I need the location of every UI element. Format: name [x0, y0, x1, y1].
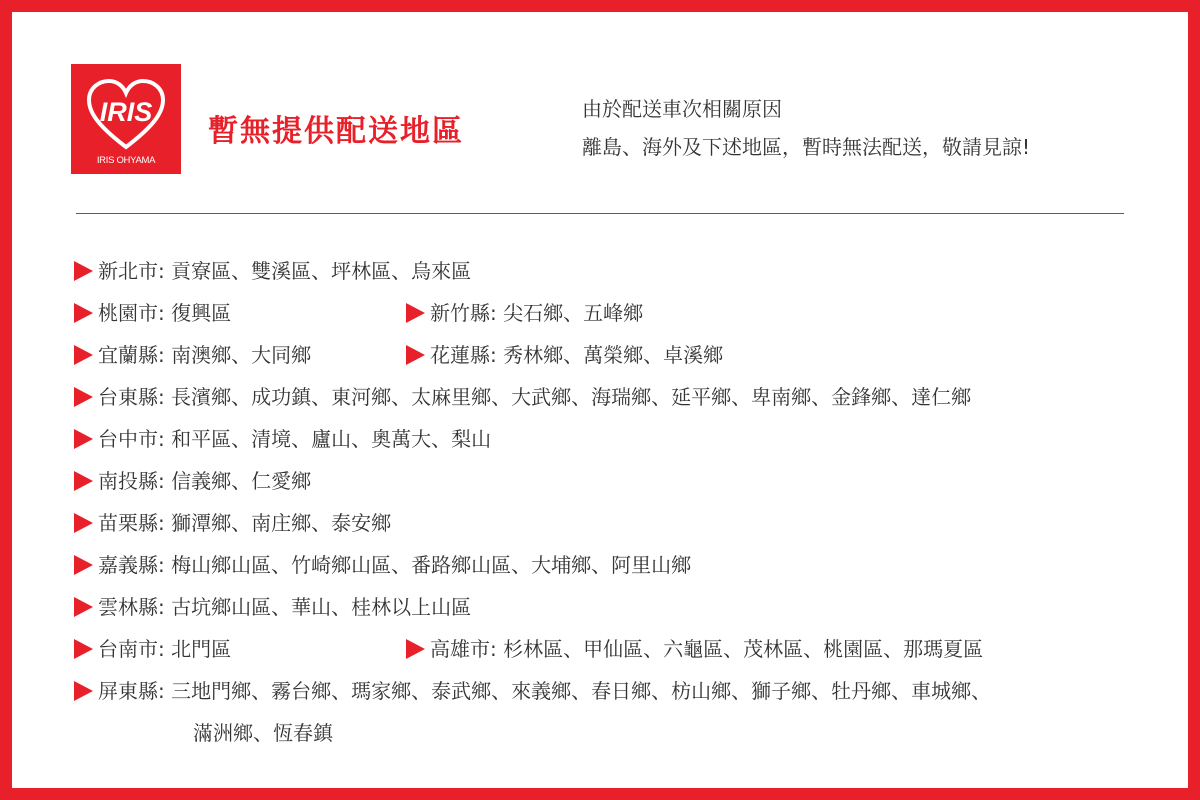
area-list: 復興區 — [171, 301, 232, 325]
area-list: 北門區 — [171, 637, 232, 661]
notice-line-1: 由於配送車次相關原因 — [582, 97, 782, 121]
region-item — [406, 300, 643, 326]
county-label: 台中市: — [98, 427, 165, 451]
logo-text: IRIS — [99, 97, 153, 127]
area-list: 獅潭鄉、南庄鄉、泰安鄉 — [171, 511, 392, 535]
delivery-notice — [582, 90, 1030, 166]
arrow-icon — [74, 555, 93, 575]
arrow-icon — [74, 303, 93, 323]
region-item — [74, 552, 691, 578]
region-item — [74, 384, 971, 410]
area-list-continued: 滿洲鄉、恆春鎮 — [193, 721, 333, 745]
area-list: 尖石鄉、五峰鄉 — [503, 301, 644, 325]
divider — [76, 213, 1124, 214]
area-list: 南澳鄉、大同鄉 — [171, 343, 312, 367]
arrow-icon — [74, 639, 93, 659]
area-list: 杉林區、甲仙區、六龜區、茂林區、桃園區、那瑪夏區 — [503, 637, 984, 661]
county-label: 高雄市: — [430, 637, 497, 661]
county-label: 新北市: — [98, 259, 165, 283]
region-item — [74, 342, 311, 368]
region-item — [74, 678, 991, 704]
county-label: 花蓮縣: — [430, 343, 497, 367]
notice-line-2: 離島、海外及下述地區，暫時無法配送，敬請見諒! — [582, 135, 1031, 159]
arrow-icon — [74, 387, 93, 407]
area-list: 秀林鄉、萬榮鄉、卓溪鄉 — [503, 343, 724, 367]
arrow-icon — [406, 303, 425, 323]
heart-logo-icon — [71, 64, 181, 174]
iris-ohyama-logo — [71, 64, 181, 174]
notice-card — [12, 12, 1188, 788]
arrow-icon — [74, 345, 93, 365]
region-item — [74, 636, 231, 662]
page-title: 暫無提供配送地區 — [208, 114, 464, 149]
area-list: 古坑鄉山區、華山、桂林以上山區 — [171, 595, 472, 619]
county-label: 台南市: — [98, 637, 165, 661]
logo-subtext: IRIS OHYAMA — [96, 155, 156, 166]
area-list: 貢寮區、雙溪區、坪林區、烏來區 — [171, 259, 472, 283]
region-item — [406, 636, 983, 662]
arrow-icon — [74, 597, 93, 617]
county-label: 新竹縣: — [430, 301, 497, 325]
county-label: 南投縣: — [98, 469, 165, 493]
area-list: 梅山鄉山區、竹崎鄉山區、番路鄉山區、大埔鄉、阿里山鄉 — [171, 553, 692, 577]
arrow-icon — [406, 345, 425, 365]
county-label: 宜蘭縣: — [98, 343, 165, 367]
region-item — [74, 468, 311, 494]
arrow-icon — [74, 681, 93, 701]
county-label: 苗栗縣: — [98, 511, 165, 535]
arrow-icon — [74, 513, 93, 533]
arrow-icon — [74, 429, 93, 449]
county-label: 桃園市: — [98, 301, 165, 325]
region-item — [406, 342, 723, 368]
county-label: 屏東縣: — [98, 679, 165, 703]
area-list: 三地門鄉、霧台鄉、瑪家鄉、泰武鄉、來義鄉、春日鄉、枋山鄉、獅子鄉、牡丹鄉、車城鄉、 — [171, 679, 992, 703]
region-item — [74, 258, 471, 284]
arrow-icon — [74, 261, 93, 281]
region-item — [74, 594, 471, 620]
arrow-icon — [406, 639, 425, 659]
arrow-icon — [74, 471, 93, 491]
area-list: 長濱鄉、成功鎮、東河鄉、太麻里鄉、大武鄉、海瑞鄉、延平鄉、卑南鄉、金鋒鄉、達仁鄉 — [171, 385, 972, 409]
county-label: 台東縣: — [98, 385, 165, 409]
region-item — [74, 426, 491, 452]
area-list: 和平區、清境、廬山、奧萬大、梨山 — [171, 427, 492, 451]
area-list: 信義鄉、仁愛鄉 — [171, 469, 312, 493]
county-label: 雲林縣: — [98, 595, 165, 619]
region-item — [74, 510, 391, 536]
county-label: 嘉義縣: — [98, 553, 165, 577]
region-item — [74, 300, 231, 326]
